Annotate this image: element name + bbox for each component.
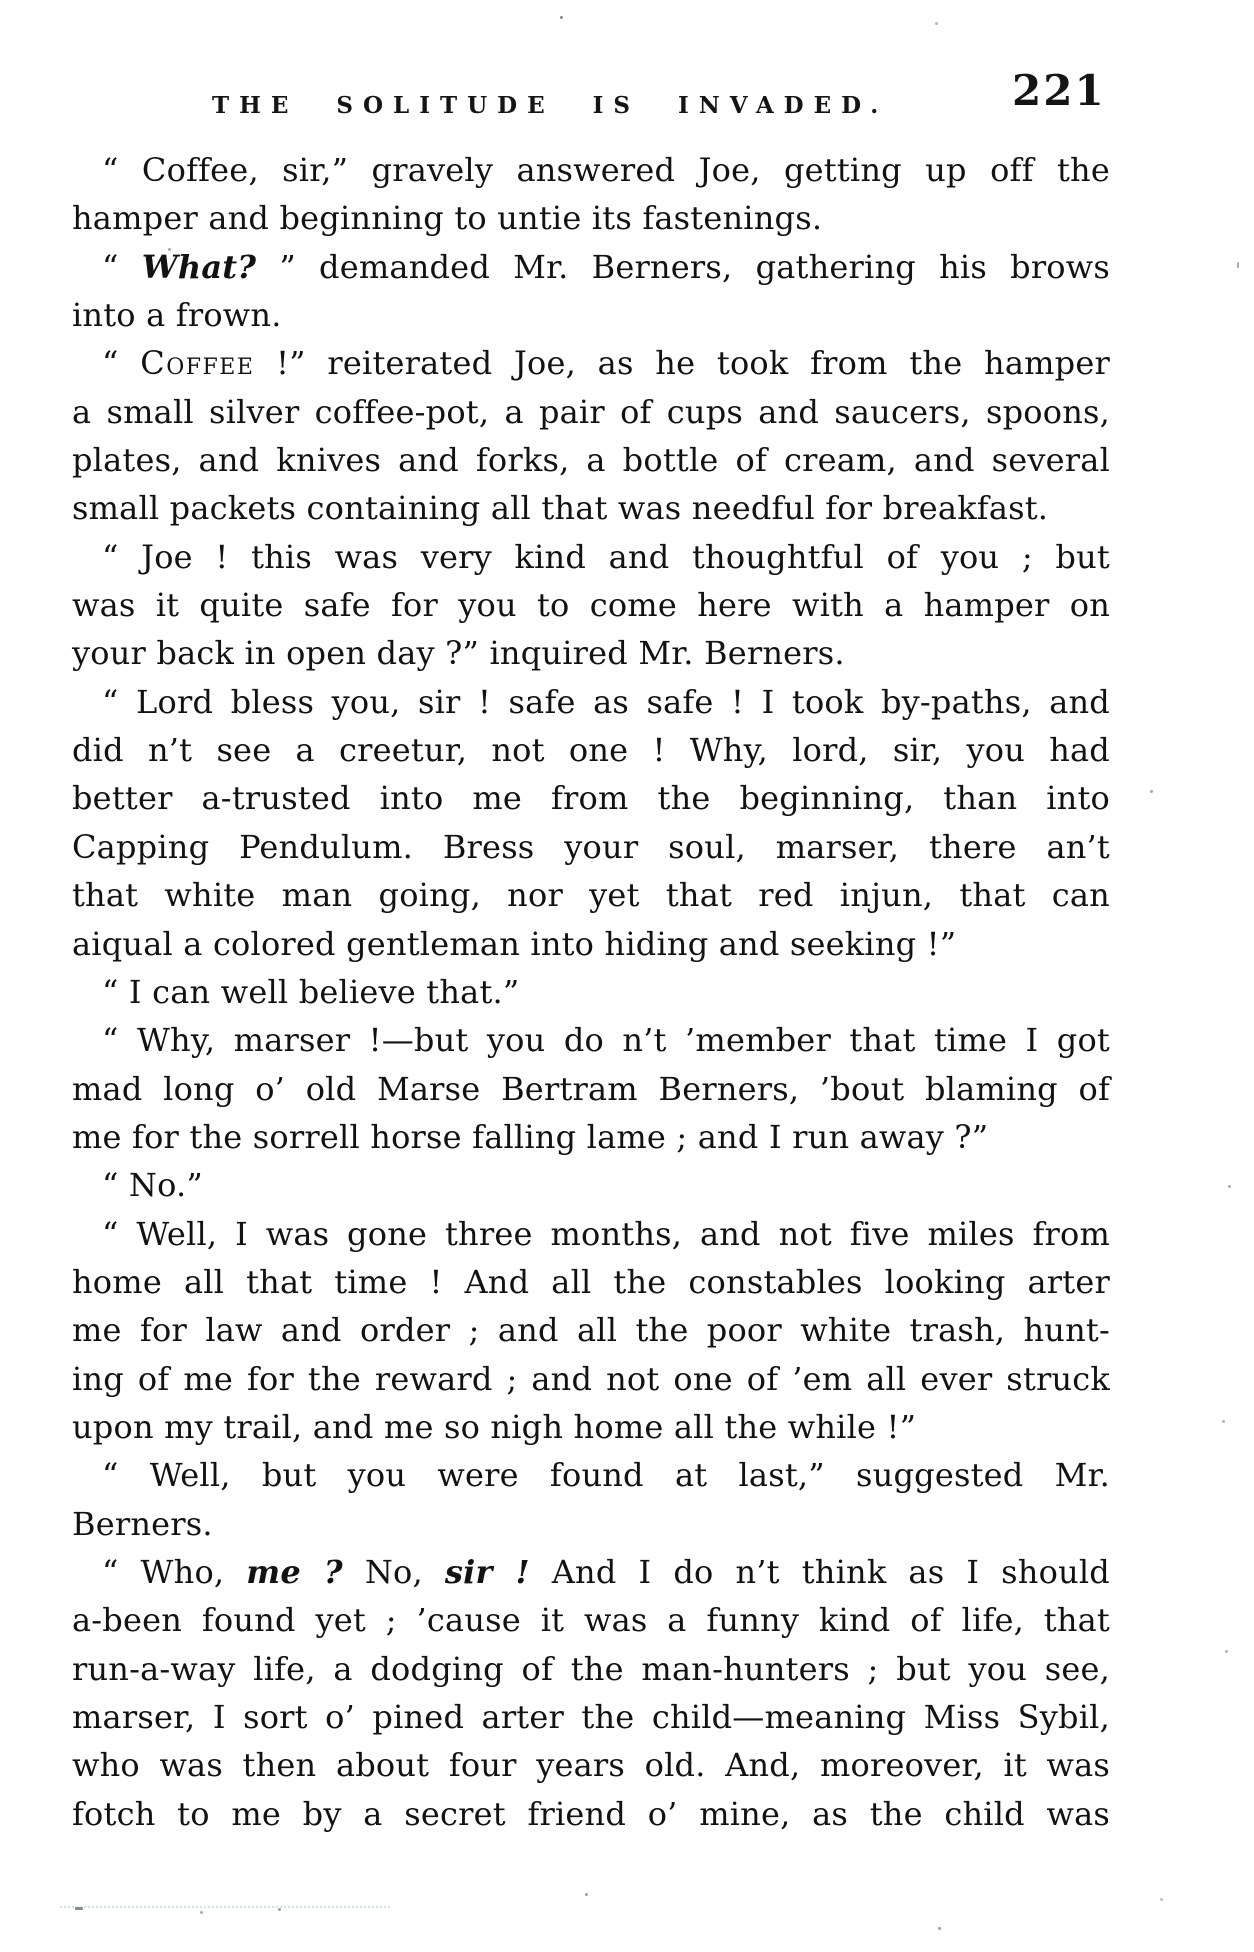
text-segment: “ No.” — [102, 1166, 203, 1205]
text-segment: “ — [102, 247, 142, 286]
text-line — [72, 1355, 1110, 1403]
text-segment: who was then about four years old. And, moreover, it was — [72, 1746, 1110, 1785]
text-line — [72, 726, 1110, 774]
text-line — [72, 1210, 1110, 1258]
text-line — [72, 871, 1110, 919]
text-line — [72, 1548, 1110, 1596]
text-segment: “ Joe ! this was very kind and thoughtful of you ; but — [102, 537, 1110, 576]
text-line — [72, 629, 1110, 677]
text-line — [72, 388, 1110, 436]
scan-speck — [1225, 1650, 1228, 1653]
text-line — [72, 968, 1110, 1016]
text-line — [72, 1500, 1110, 1548]
text-segment: ing of me for the reward ; and not one of ’em all ever struck — [72, 1359, 1110, 1398]
text-line — [72, 1451, 1110, 1499]
text-line — [72, 774, 1110, 822]
text-line — [72, 243, 1110, 291]
text-line — [72, 1113, 1110, 1161]
text-segment: did n’t see a creetur, not one ! Why, lord, sir, you had — [72, 731, 1110, 770]
text-segment: mad long o’ old Marse Bertram Berners, ’bout blaming of — [72, 1069, 1110, 1108]
text-line — [72, 194, 1110, 242]
text-segment: Berners. — [72, 1504, 213, 1543]
scan-speck — [938, 1927, 941, 1930]
text-segment: was it quite safe for you to come here with a hamper on — [72, 586, 1110, 625]
text-line — [72, 436, 1110, 484]
text-segment: me for law and order ; and all the poor white trash, hunt- — [72, 1311, 1110, 1350]
text-segment: marser, I sort o’ pined arter the child—meaning Miss Sybil, — [72, 1698, 1110, 1736]
text-line — [72, 1645, 1110, 1693]
text-line — [72, 146, 1110, 194]
text-segment: your back in open day ?” inquired Mr. Berners. — [72, 634, 845, 673]
text-segment: fotch to me by a secret friend o’ mine, as the child was — [72, 1794, 1110, 1833]
text-segment: What? — [141, 247, 257, 286]
text-segment: “ Why, marser !—but you do n’t ’member that time I got — [102, 1021, 1110, 1060]
text-segment: home all that time ! And all the constables looking arter — [72, 1262, 1110, 1301]
scan-speck — [1160, 1898, 1163, 1901]
text-segment: No, — [342, 1552, 445, 1591]
text-segment: “ Who, — [102, 1552, 247, 1591]
text-segment: Capping Pendulum. Bress your soul, marser, there an’t — [72, 827, 1110, 866]
text-segment: “ Coffee, sir,” gravely answered Joe, getting up off the — [102, 151, 1110, 189]
text-segment: a-been found yet ; ’cause it was a funny kind of life, that — [72, 1601, 1110, 1640]
text-line — [72, 1161, 1110, 1209]
text-segment: hamper and beginning to untie its fastenings. — [72, 199, 823, 238]
text-segment: upon my trail, and me so nigh home all the while !” — [72, 1407, 917, 1446]
text-line — [72, 678, 1110, 726]
text-line — [72, 533, 1110, 581]
text-segment: plates, and knives and forks, a bottle of cream, and several — [72, 441, 1110, 480]
text-segment: a small silver coffee-pot, a pair of cups and saucers, spoons, — [72, 392, 1110, 431]
text-line — [72, 1596, 1110, 1644]
text-line — [72, 1790, 1110, 1838]
text-segment: !” reiterated Joe, as he took from the hamper — [254, 344, 1111, 383]
text-line — [72, 823, 1110, 871]
scan-speck — [560, 16, 563, 19]
scan-speck — [1228, 1185, 1231, 1188]
text-segment: that white man going, nor yet that red injun, that can — [72, 876, 1110, 915]
text-line — [72, 1016, 1110, 1064]
scan-speck — [1222, 1420, 1225, 1423]
running-head-title: THE SOLITUDE IS INVADED. — [212, 92, 889, 119]
text-segment: “ Lord bless you, sir ! safe as safe ! I took by-paths, and — [102, 682, 1110, 721]
text-line — [72, 291, 1110, 339]
scan-speck — [200, 1911, 203, 1914]
text-line — [72, 1306, 1110, 1354]
text-line — [72, 1403, 1110, 1451]
page-number: 221 — [1012, 66, 1106, 115]
scan-artifact-line — [60, 1906, 390, 1908]
text-segment: “ I can well believe that.” — [102, 972, 520, 1011]
text-line — [72, 1065, 1110, 1113]
text-line — [72, 1258, 1110, 1306]
text-segment: ” demanded Mr. Berners, gathering his brows — [256, 247, 1110, 286]
scan-speck — [278, 1908, 281, 1911]
scan-speck — [168, 248, 171, 251]
page-body — [72, 146, 1110, 1838]
text-segment: Coffee — [140, 344, 255, 383]
text-segment: And I do n’t think as I should — [529, 1552, 1110, 1591]
scan-speck — [1150, 790, 1153, 793]
text-segment: aiqual a colored gentleman into hiding and seeking !” — [72, 924, 957, 963]
text-segment: small packets containing all that was needful for breakfast. — [72, 489, 1049, 528]
text-segment: “ Well, but you were found at last,” suggested Mr. — [102, 1456, 1110, 1495]
text-line — [72, 1693, 1110, 1741]
scan-speck — [585, 1893, 588, 1896]
text-segment: me ? — [246, 1552, 343, 1591]
text-line — [72, 339, 1110, 387]
text-segment: better a-trusted into me from the beginning, than into — [72, 779, 1110, 818]
text-segment: sir ! — [444, 1552, 530, 1591]
text-segment: me for the sorrell horse falling lame ; and I run away ?” — [72, 1117, 989, 1156]
scan-speck — [935, 22, 938, 25]
text-segment: run-a-way life, a dodging of the man-hunters ; but you see, — [72, 1649, 1110, 1688]
text-line — [72, 581, 1110, 629]
text-segment: into a frown. — [72, 296, 282, 335]
text-line — [72, 484, 1110, 532]
text-segment: “ — [102, 344, 141, 383]
scan-speck — [1237, 262, 1239, 268]
text-line — [72, 920, 1110, 968]
text-line — [72, 1741, 1110, 1789]
text-segment: “ Well, I was gone three months, and not five miles from — [102, 1214, 1110, 1253]
